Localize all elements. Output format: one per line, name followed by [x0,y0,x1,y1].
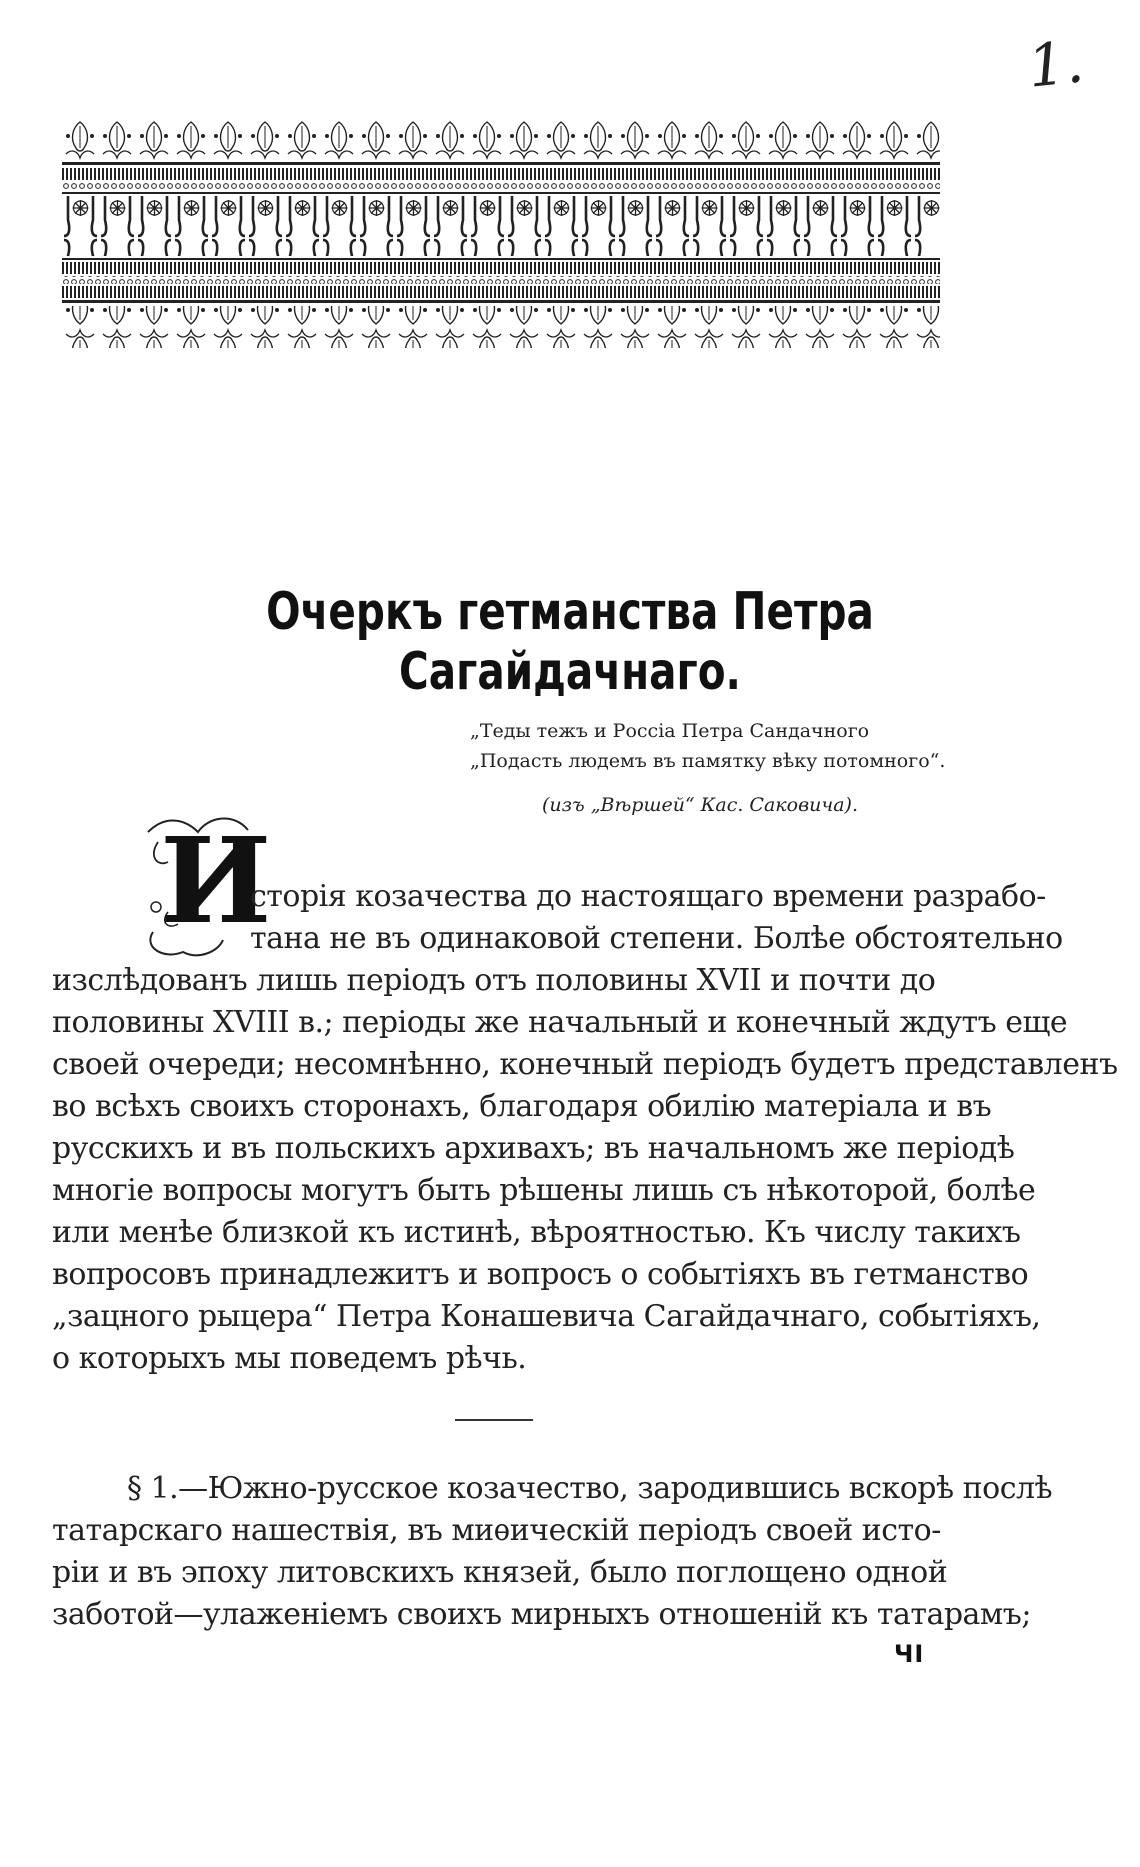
epigraph [470,716,960,820]
text-line: своей очереди; несомнѣнно, конечный періодъ будетъ представленъ [52,1047,1118,1082]
text-line: вопросовъ принадлежитъ и вопросъ о событіяхъ въ гетманство [52,1257,1029,1292]
paragraph-section-1 [52,1468,1053,1636]
ornamental-header-border [62,118,940,370]
text-line: половины XVIII в.; періоды же начальный и конечный ждутъ еще [52,1005,1068,1040]
paragraph-opening [250,876,1063,960]
text-line: многіе вопросы могутъ быть рѣшены лишь съ нѣкоторой, болѣе [52,1173,1036,1208]
paragraph-body [52,960,1118,1380]
text-line: о которыхъ мы поведемъ рѣчь. [52,1341,527,1376]
text-line: ріи и въ эпоху литовскихъ князей, было поглощено одной [52,1555,948,1590]
drop-cap-letter: И [160,811,272,950]
epigraph-source: (изъ „Вѣршей“ Кас. Саковича). [542,794,858,816]
text-line: тана не въ одинаковой степени. Болѣе обстоятельно [250,921,1063,956]
text-line: § 1.—Южно-русское козачество, зародившись вскорѣ послѣ [127,1471,1053,1506]
text-line: изслѣдованъ лишь періодъ отъ половины XVII и почти до [52,963,936,998]
section-separator [455,1419,533,1421]
text-line: татарскаго нашествія, въ миѳическій періодъ своей исто- [52,1513,941,1548]
printer-signature-mark: ЧI [894,1640,925,1668]
handwritten-page-mark: 1. [1024,27,1087,101]
epigraph-line: „Теды тежъ и Россіа Петра Сандачного [470,720,870,742]
text-line: „зацного рыцера“ Петра Конашевича Сагайдачнаго, событіяхъ, [52,1299,1041,1334]
decorative-drop-cap [138,811,272,962]
text-line: русскихъ и въ польскихъ архивахъ; въ начальномъ же періодѣ [52,1131,1015,1166]
text-line: во всѣхъ своихъ сторонахъ, благодаря обилію матеріала и въ [52,1089,992,1124]
text-line: или менѣе близкой къ истинѣ, вѣроятностью. Къ числу такихъ [52,1215,1021,1250]
epigraph-line: „Подасть людемъ въ памятку вѣку потомного“. [470,750,946,772]
text-line: заботой—улаженіемъ своихъ мирныхъ отношеній къ татарамъ; [52,1597,1031,1632]
article-title: Очеркъ гетманства Петра Сагайдачнаго. [266,582,874,702]
text-line: сторія козачества до настоящаго времени разрабо- [250,879,1046,914]
